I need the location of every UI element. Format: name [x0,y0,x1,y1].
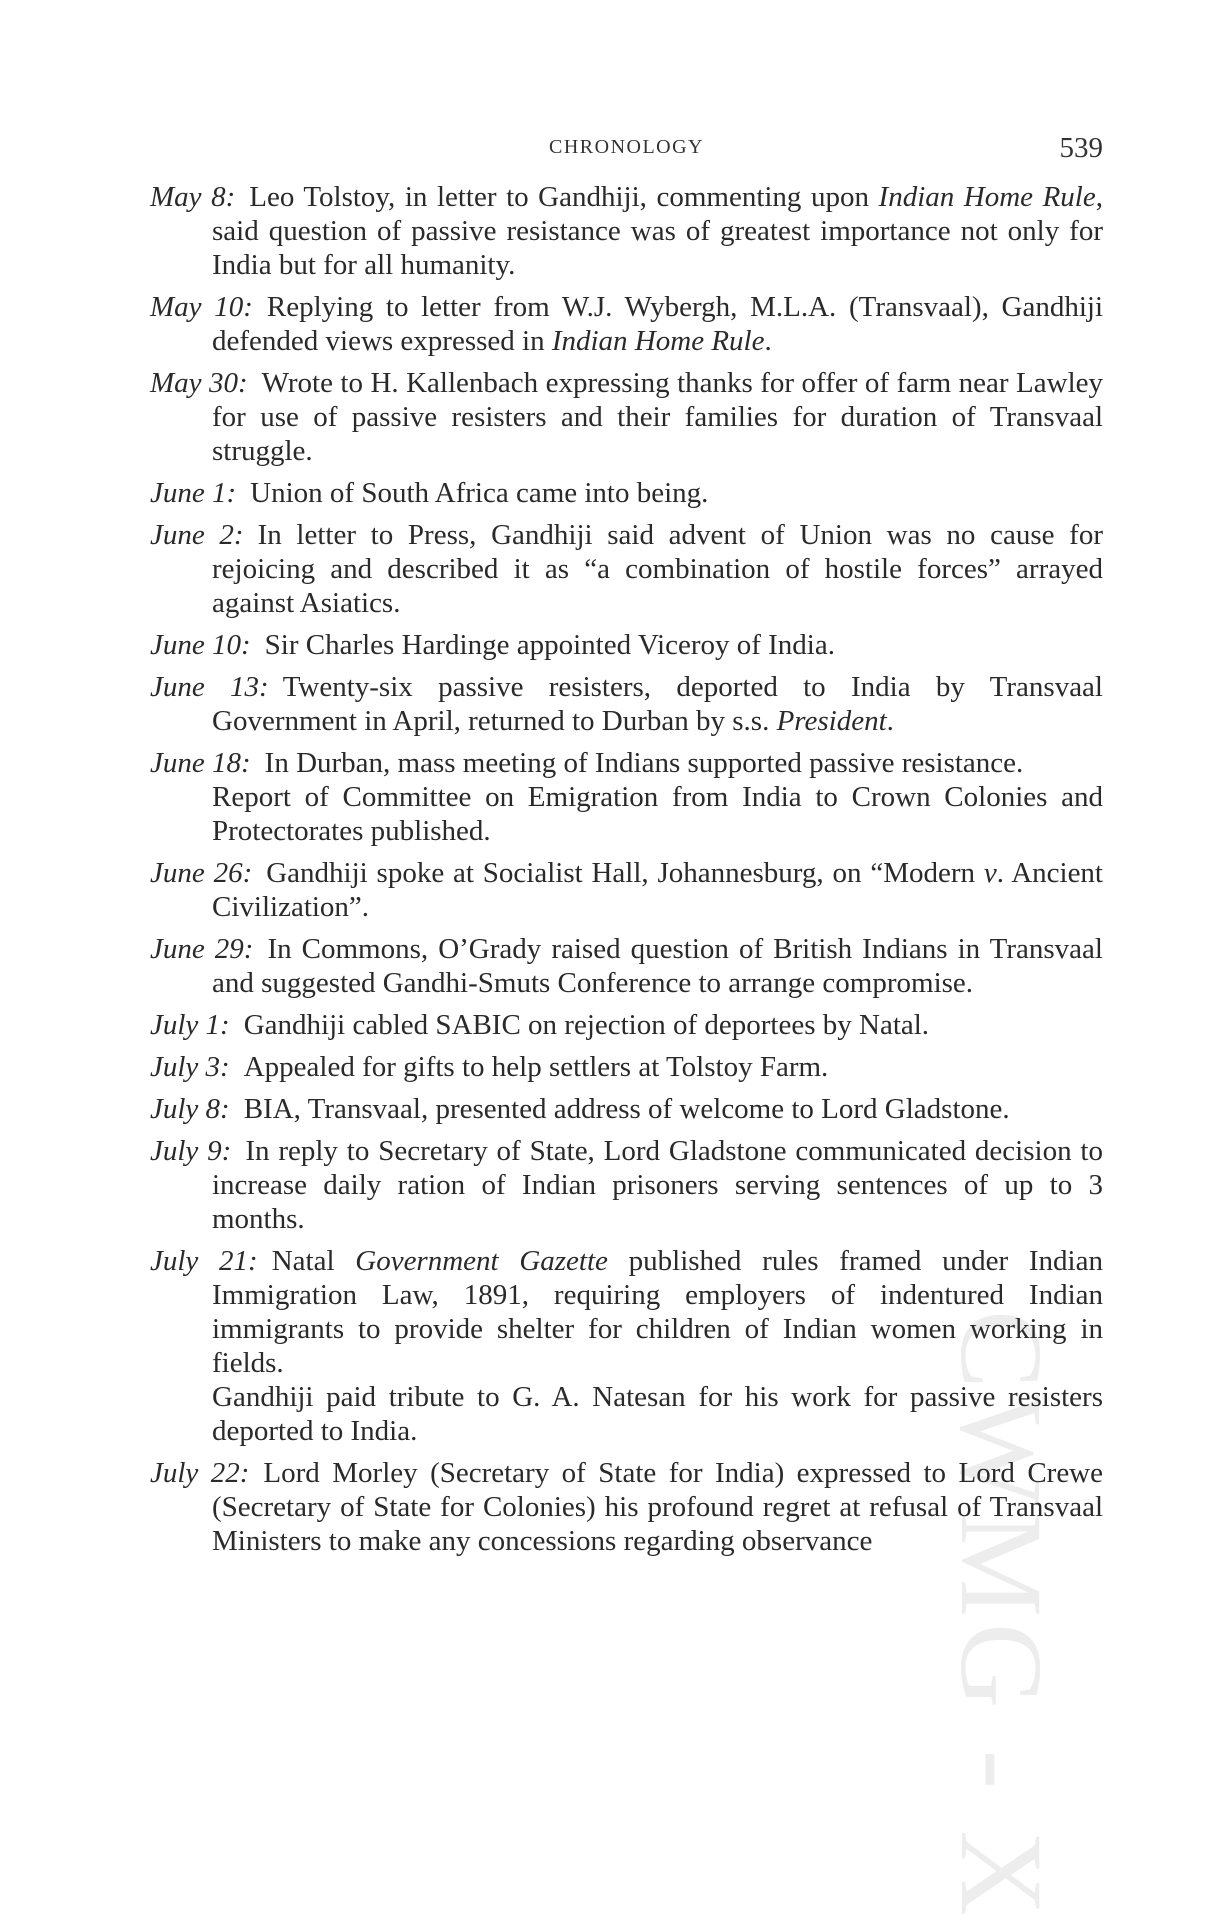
chronology-entry [150,1092,1103,1126]
italic-text: v [983,857,997,889]
watermark: CWMG - X [936,1310,1067,1922]
entry-date: July 21: [150,1245,258,1277]
entry-date: May 8: [150,181,236,213]
entry-text: In Commons, O’Grady raised question of British Indians in Transvaal and suggested Gandhi-Smuts Conference to arrange compromise. [212,933,1103,999]
chronology-entry [150,1244,1103,1448]
page-number: 539 [1059,132,1103,164]
entry-continuation-paragraph [150,780,1103,848]
entry-date: July 3: [150,1051,230,1083]
italic-text: President [776,705,887,737]
chronology-entry [150,1050,1103,1084]
entry-text: Natal [271,1245,356,1277]
entry-text: BIA, Transvaal, presented address of welcome to Lord Gladstone. [243,1093,1010,1125]
entry-paragraph [150,518,1103,620]
entry-text: Leo Tolstoy, in letter to Gandhiji, commenting upon [249,181,879,213]
entry-text: In letter to Press, Gandhiji said advent of Union was no cause for rejoicing and described it as “a combination of hostile forces” arrayed against Asiatics. [212,519,1103,619]
entry-continuation-paragraph [150,1380,1103,1448]
entry-text: In reply to Secretary of State, Lord Gladstone communicated decision to increase daily ration of Indian prisoners serving sentences of up to 3 months. [212,1135,1103,1235]
chronology-entry [150,180,1103,282]
entry-date: June 18: [150,747,251,779]
entry-text: . Ancient Civilization”. [212,857,1103,923]
chronology-entry [150,518,1103,620]
chronology-entry [150,1008,1103,1042]
chronology-entry [150,1456,1103,1558]
entry-date: May 10: [150,291,253,323]
entry-date: June 29: [150,933,254,965]
entry-paragraph [150,180,1103,282]
chronology-entries [150,180,1103,1566]
entry-text: Gandhiji paid tribute to G. A. Natesan for his work for passive resisters deported to India. [212,1381,1103,1447]
entry-date: June 1: [150,477,237,509]
page-header [150,132,1103,168]
entry-date: July 9: [150,1135,232,1167]
entry-date: July 1: [150,1009,230,1041]
italic-text: Indian Home Rule [551,325,765,357]
entry-text: Lord Morley (Secretary of State for India) expressed to Lord Crewe (Secretary of State for Colonies) his profound regret at refusal of Transvaal Ministers to make any concessions regarding observance [212,1457,1103,1557]
chronology-entry [150,476,1103,510]
entry-paragraph [150,1008,1103,1042]
chronology-entry [150,746,1103,848]
chronology-entry [150,290,1103,358]
entry-date: May 30: [150,367,248,399]
entry-text: In Durban, mass meeting of Indians supported passive resistance. [264,747,1024,779]
entry-date: June 13: [150,671,269,703]
entry-text: Report of Committee on Emigration from India to Crown Colonies and Protectorates published. [212,781,1103,847]
entry-text: Wrote to H. Kallenbach expressing thanks for offer of farm near Lawley for use of passive resisters and their families for duration of Transvaal struggle. [212,367,1103,467]
entry-paragraph [150,1244,1103,1380]
chronology-entry [150,1134,1103,1236]
entry-text: published rules framed under Indian Immigration Law, 1891, requiring employers of indentured Indian immigrants to provide shelter for children of Indian women working in fields. [212,1245,1103,1379]
entry-paragraph [150,290,1103,358]
entry-paragraph [150,1456,1103,1558]
entry-text: . [886,705,894,737]
entry-date: July 8: [150,1093,230,1125]
entry-paragraph [150,856,1103,924]
entry-paragraph [150,628,1103,662]
entry-paragraph [150,932,1103,1000]
entry-date: July 22: [150,1457,250,1489]
entry-paragraph [150,670,1103,738]
entry-text: Gandhiji spoke at Socialist Hall, Johannesburg, on “Modern [266,857,984,889]
italic-text: Indian Home Rule [878,181,1096,213]
chronology-entry [150,670,1103,738]
entry-date: June 2: [150,519,244,551]
entry-text: Appealed for gifts to help settlers at Tolstoy Farm. [243,1051,829,1083]
entry-paragraph [150,746,1103,780]
entry-text: Twenty-six passive resisters, deported to India by Transvaal Government in April, returned to Durban by s.s. [212,671,1103,737]
italic-text: Government Gazette [355,1245,608,1277]
entry-date: June 26: [150,857,253,889]
entry-text: , said question of passive resistance was of greatest importance not only for India but for all humanity. [212,181,1103,281]
chronology-entry [150,628,1103,662]
chronology-entry [150,856,1103,924]
entry-paragraph [150,1134,1103,1236]
entry-paragraph [150,476,1103,510]
entry-text: Sir Charles Hardinge appointed Viceroy of India. [264,629,835,661]
chronology-entry [150,932,1103,1000]
entry-paragraph [150,1050,1103,1084]
running-head: CHRONOLOGY [549,136,704,158]
entry-text: . [764,325,772,357]
entry-text: Union of South Africa came into being. [250,477,709,509]
entry-paragraph [150,366,1103,468]
entry-paragraph [150,1092,1103,1126]
entry-text: Replying to letter from W.J. Wybergh, M.L.A. (Transvaal), Gandhiji defended views expressed in [212,291,1104,357]
entry-text: Gandhiji cabled SABIC on rejection of deportees by Natal. [243,1009,930,1041]
entry-date: June 10: [150,629,251,661]
chronology-entry [150,366,1103,468]
